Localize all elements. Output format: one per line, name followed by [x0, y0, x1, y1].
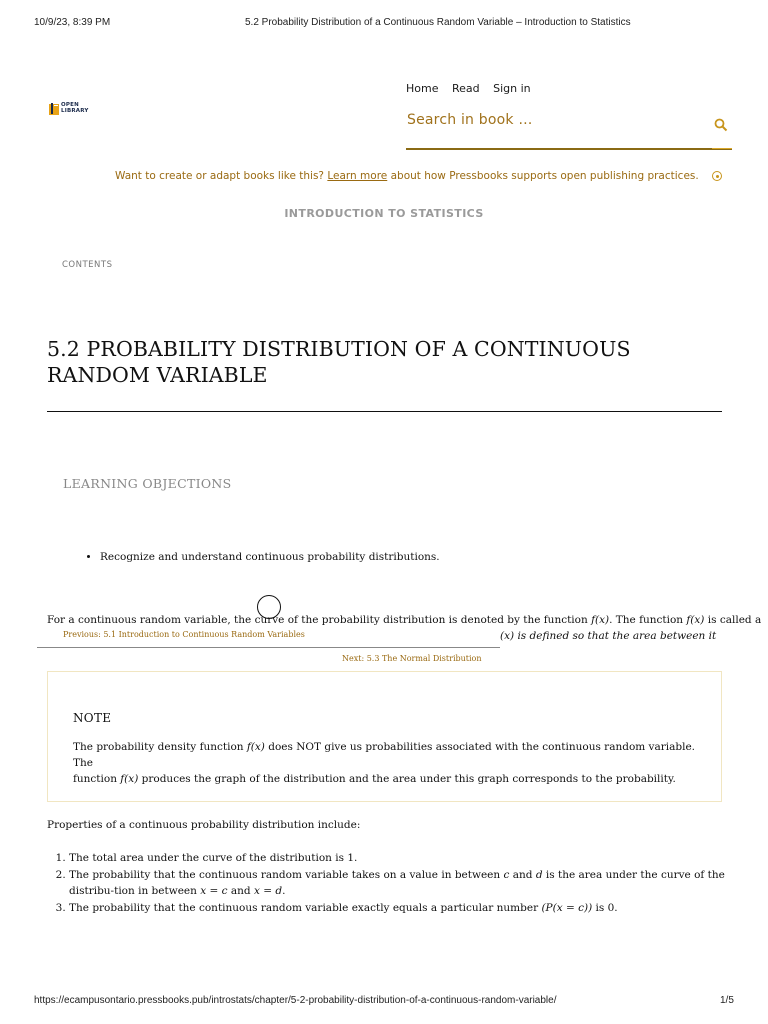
list-item: 3. The probability that the continuous random variable exactly equals a particular number (P(x = c)) is 0. — [69, 900, 749, 917]
list-item: 1. The total area under the curve of the distribution is 1. — [69, 850, 749, 867]
print-url: https://ecampusontario.pressbooks.pub/introstats/chapter/5-2-probability-distribution-of-a-continuous-random-variable/ — [34, 995, 557, 1006]
nav-home-link[interactable]: Home — [406, 82, 439, 95]
contents-toggle[interactable]: CONTENTS — [62, 260, 113, 270]
book-title[interactable]: INTRODUCTION TO STATISTICS — [284, 207, 484, 220]
next-chapter-link[interactable]: Next: 5.3 The Normal Distribution — [342, 654, 482, 663]
nav-read-link[interactable]: Read — [451, 82, 480, 95]
search-underline-accent — [712, 148, 732, 149]
page-title: 5.2 PROBABILITY DISTRIBUTION OF A CONTINUOUS RANDOM VARIABLE — [47, 337, 631, 387]
pressbooks-banner — [115, 170, 699, 182]
open-library-logo[interactable] — [48, 101, 89, 120]
logo-text: OPEN LIBRARY — [61, 102, 89, 114]
search-button[interactable] — [710, 110, 732, 140]
search-icon — [714, 118, 728, 132]
banner-text-end: about how Pressbooks supports open publishing practices. — [390, 170, 699, 182]
note-body: The probability density function f(x) does NOT give us probabilities associated with the continuous random variable. The function f(x) produces the graph of the distribution and the area under this graph corresponds to the probability. — [73, 741, 696, 785]
search-input[interactable]: Search in book … — [407, 112, 533, 128]
nav-sign-in-link[interactable]: Sign in — [493, 82, 531, 95]
properties-intro: Properties of a continuous probability distribution include: — [47, 819, 361, 831]
intro-paragraph: For a continuous random variable, the curve of the probability distribution is denoted by the function f(x). The function f(x) is called a — [47, 614, 762, 626]
list-item: 2. The probability that the continuous random variable takes on a value in between c and d is the area under the curve of the distribu-tion in between x = c and x = d. — [69, 867, 749, 900]
print-datetime: 10/9/23, 8:39 PM — [34, 17, 111, 28]
top-nav — [406, 82, 541, 95]
learning-objectives-list — [90, 551, 440, 563]
search-form — [406, 110, 732, 150]
learning-objectives-heading: LEARNING OBJECTIONS — [63, 476, 232, 491]
dismiss-banner-icon[interactable] — [712, 171, 722, 181]
intro-paragraph-line2: (x) is defined so that the area between it — [500, 630, 717, 642]
title-divider — [47, 411, 722, 412]
note-box — [47, 671, 722, 802]
list-item: • Recognize and understand continuous probability distributions. — [100, 551, 440, 563]
properties-list — [47, 850, 749, 916]
learn-more-link[interactable]: Learn more — [327, 170, 388, 182]
note-title: NOTE — [73, 711, 112, 725]
print-page-title: 5.2 Probability Distribution of a Continuous Random Variable – Introduction to Statistics — [245, 17, 631, 28]
previous-chapter-link[interactable]: Previous: 5.1 Introduction to Continuous Random Variables — [63, 630, 305, 639]
banner-text: Want to create or adapt books like this? — [115, 170, 325, 182]
cursor-indicator — [257, 595, 281, 619]
print-page-number: 1/5 — [720, 995, 734, 1006]
nav-divider — [37, 647, 500, 648]
book-icon — [48, 102, 60, 116]
